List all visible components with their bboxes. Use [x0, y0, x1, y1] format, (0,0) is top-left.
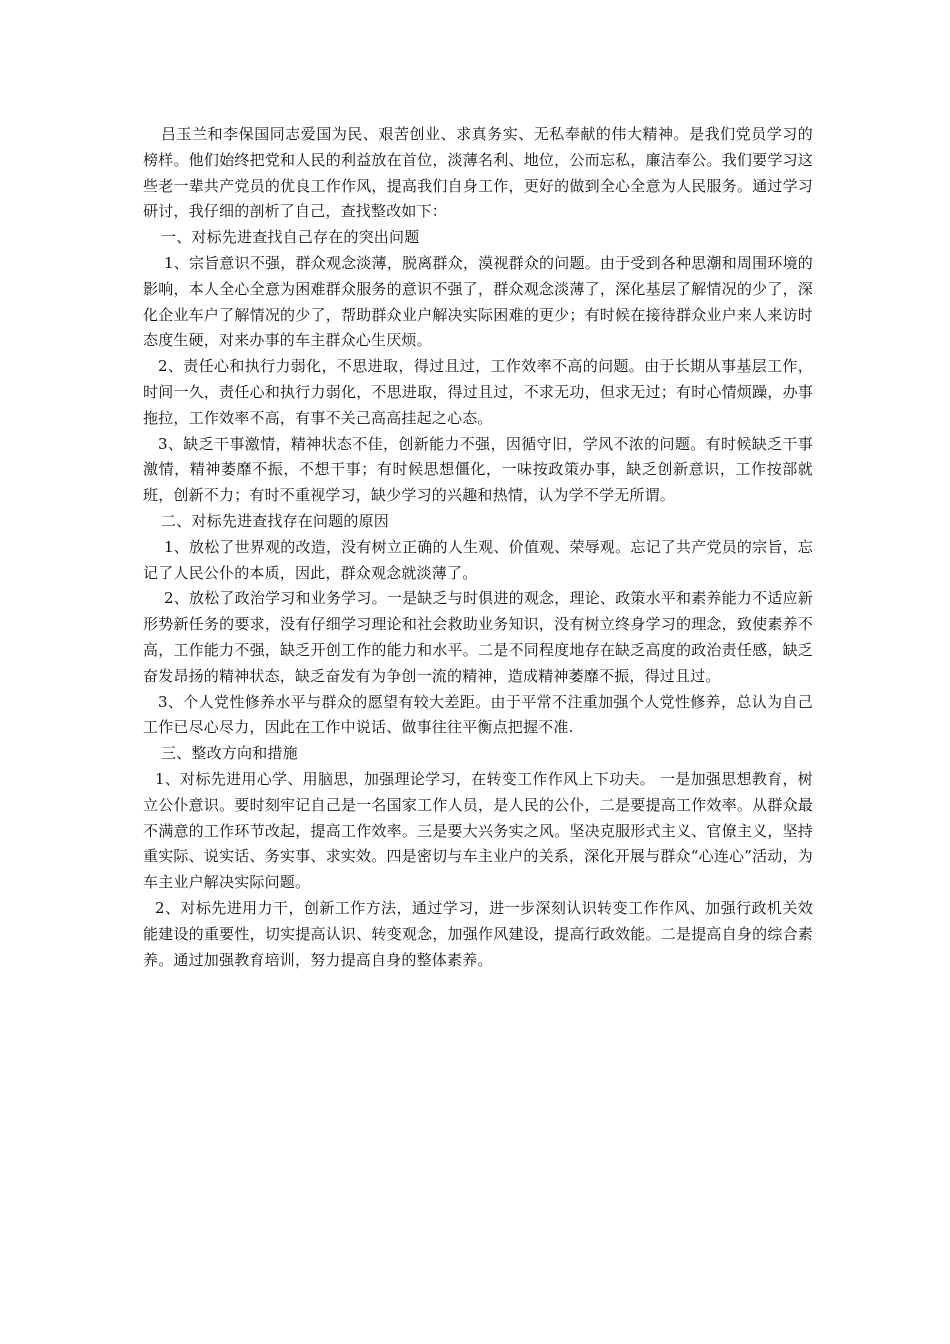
intro-paragraph: 吕玉兰和李保国同志爱国为民、艰苦创业、求真务实、无私奉献的伟大精神。是我们党员学习的榜样。他们始终把党和人民的利益放在首位，淡薄名利、地位，公而忘私，廉洁奉公。我们要学习这些老一辈共产党员的优良工作作风，提高我们自身工作，更好的做到全心全意为人民服务。通过学习研讨，我仔细的剖析了自己，查找整改如下：: [143, 125, 813, 221]
section-heading-3: 三、整改方向和措施: [161, 744, 298, 763]
section-1-item-2: 2、责任心和执行力弱化，不思进取，得过且过，工作效率不高的问题。由于长期从事基层工作，时间一久，责任心和执行力弱化，不思进取，得过且过，不求无功，但求无过；有时心情烦躁，办事拖拉，工作效率不高，有事不关己高高挂起之心态。: [143, 357, 813, 427]
section-3-item-2: 2、对标先进用力干，创新工作方法，通过学习，进一步深刻认识转变工作作风、加强行政机关效能建设的重要性，切实提高认识、转变观念，加强作风建设，提高行政效能。二是提高自身的综合素养。通过加强教育培训，努力提高自身的整体素养。: [143, 898, 813, 969]
section-1-item-3: 3、缺乏干事激情，精神状态不佳，创新能力不强，因循守旧，学风不浓的问题。有时候缺乏干事激情，精神萎靡不振，不想干事；有时候思想僵化，一味按政策办事，缺乏创新意识，工作按部就班，创新不力；有时不重视学习，缺少学习的兴趣和热情，认为学不学无所谓。: [143, 434, 813, 505]
section-2-item-2: 2、放松了政治学习和业务学习。一是缺乏与时俱进的观念，理论、政策水平和素养能力不适应新形势新任务的要求，没有仔细学习理论和社会救助业务知识，没有树立终身学习的理念，致使素养不高，工作能力不强，缺乏开创工作的能力和水平。二是不同程度地存在缺乏高度的政治责任感，缺乏奋发昂扬的精神状态，缺乏奋发有为争创一流的精神，造成精神萎靡不振，得过且过。: [143, 589, 813, 685]
section-heading-2: 二、对标先进查找存在问题的原因: [161, 511, 390, 530]
section-3-item-1: 1、对标先进用心学、用脑思，加强理论学习，在转变工作作风上下功夫。 一是加强思想教育，树立公仆意识。要时刻牢记自己是一名国家工作人员，是人民的公仆，二是要提高工作效率。从群众最不满意的工作环节改起，提高工作效率。三是要大兴务实之风。坚决克服形式主义、官僚主义，坚持重实际、说实话、务实事、求实效。四是密切与车主业户的关系，深化开展与群众“心连心”活动，为车主业户解决实际问题。: [143, 769, 813, 892]
document-body: [143, 122, 813, 973]
section-heading-1: 一、对标先进查找自己存在的突出问题: [161, 228, 420, 247]
section-1-item-1: 1、宗旨意识不强，群众观念淡薄，脱离群众，漠视群众的问题。由于受到各种思潮和周围环境的影响，本人全心全意为困难群众服务的意识不强了，群众观念淡薄了，深化基层了解情况的少了，深化企业车户了解情况的少了，帮助群众业户解决实际困难的更少；有时候在接待群众业户来人来访时态度生硬，对来办事的车主群众心生厌烦。: [143, 253, 813, 350]
section-2-item-1: 1、放松了世界观的改造，没有树立正确的人生观、价值观、荣辱观。忘记了共产党员的宗旨，忘记了人民公仆的本质，因此，群众观念就淡薄了。: [143, 537, 813, 582]
section-2-item-3: 3、个人党性修养水平与群众的愿望有较大差距。由于平常不注重加强个人党性修养，总认为自己工作已尽心尽力，因此在工作中说话、做事往往平衡点把握不准.: [143, 692, 813, 737]
